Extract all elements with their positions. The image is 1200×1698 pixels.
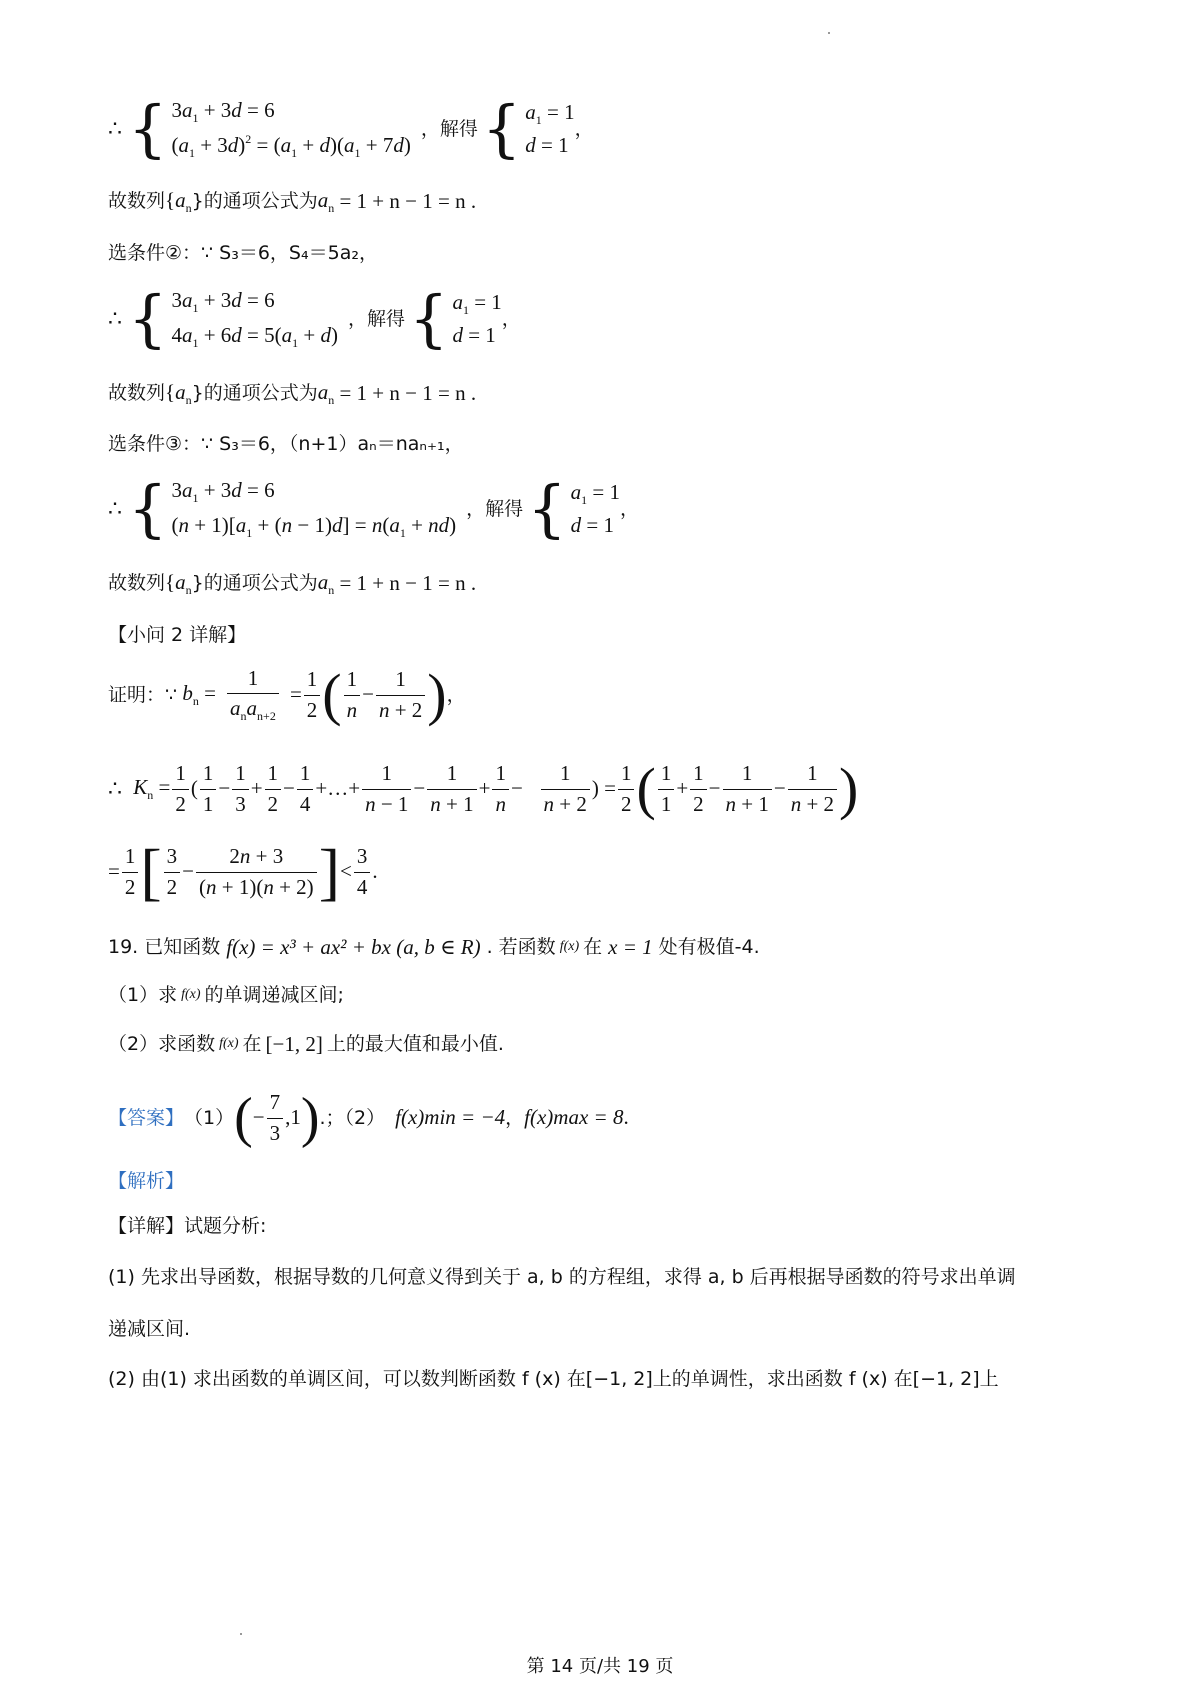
left-brace: { — [481, 92, 522, 165]
general-term-line: 故数列 {$a_n$ }的通项公式为 $a_n$ = 1 + n − 1 = n . — [108, 380, 477, 407]
text: （2）求函数 — [108, 1033, 216, 1056]
function-name: f(x) — [219, 1036, 239, 1052]
function-name: f(x) — [559, 939, 580, 955]
text: .；（2） — [319, 1106, 386, 1129]
condition-2-heading: 选条件②：∵ S₃＝6，S₄＝5a₂， — [108, 242, 378, 264]
text: 处有极值-4. — [658, 936, 760, 959]
condition-3-heading: 选条件③：∵ S₃＝6，（n+1）aₙ＝naₙ₊₁， — [108, 433, 464, 455]
function-formula: f(x) = x³ + ax² + bx (a, b ∈ R) — [226, 935, 481, 959]
left-brace: { — [128, 92, 168, 165]
condition: x = 1 — [608, 935, 653, 959]
kn-sum-formula: ∴ $K_n$ = $\frac{1}{2}$ ( $\frac{1}{1}$ − $\frac{1}{3}$ + $\frac{1}{2}$ − $\frac{1}{4}$ +…+ $\frac{1}{n - 1}$ − $\frac{1}{n + 1}$ + $\frac{1}{n}$ − $\frac{1}{n + 2}$ ) = $\frac{1}{2}$ ( $\frac{1}{1}$ + $\frac{1}{2}$ − $\frac{1}{n + 1}$ − $\frac{1}{n + 2}$ ) — [108, 756, 859, 821]
punctuation: ， — [619, 497, 639, 520]
proof-label: 证明：∵ — [108, 683, 178, 706]
solve-label: ，解得 — [466, 497, 524, 520]
system-cond2: ∴ { $3a_1 + 3d = 6$ $4a_1 + 6d = 5(a_1 + d)$ ，解得 { $a_1 = 1$ d = 1 ， — [108, 282, 521, 355]
answer-interval: ( − $\frac{7}{3}$ ,1 ) — [234, 1087, 320, 1149]
general-term-line: 故数列 {$a_n$ }的通项公式为 $a_n$ = 1 + n − 1 = n . — [108, 188, 477, 215]
text: 故数列 — [108, 382, 166, 405]
system-cond3: ∴ { $3a_1 + 3d = 6$ $(n + 1)[a_1 + (n - 1)d] = n(a_1 + nd)$ ，解得 { $a_1 = 1$ d = 1 ， — [108, 472, 639, 545]
proof-bn-formula: 证明：∵ $b_n$ = $\frac{1}{a_na_{n+2}}$ = $\frac{1}{2}$ ( $\frac{1}{n}$ − $\frac{1}{n + 2}$ ) ， — [108, 662, 466, 727]
function-name: f(x) — [181, 987, 201, 1002]
therefore-symbol: ∴ — [108, 115, 122, 141]
text: ， — [505, 1106, 525, 1129]
formula: = 1 + n − 1 = n . — [339, 571, 477, 596]
scan-mark — [828, 32, 830, 34]
detail-step-1-cont: 递减区间. — [108, 1318, 191, 1340]
formula: = 1 + n − 1 = n . — [339, 189, 477, 214]
question-19-part-2 — [108, 1032, 504, 1057]
text: 19. 已知函数 — [108, 936, 221, 959]
text: . 若函数 — [486, 936, 556, 959]
text: }的通项公式为 — [191, 572, 318, 595]
max-value: f(x)max = 8 — [524, 1105, 624, 1130]
text: 上的最大值和最小值. — [326, 1033, 504, 1056]
punctuation: ， — [501, 307, 521, 330]
formula: = 1 + n − 1 = n . — [339, 381, 477, 406]
min-value: f(x)min = −4 — [395, 1105, 506, 1130]
detail-label: 【详解】试题分析: — [108, 1215, 267, 1237]
sub-question-2-heading: 【小问 2 详解】 — [108, 624, 247, 646]
text: }的通项公式为 — [191, 190, 318, 213]
detail-step-2: (2) 由(1) 求出函数的单调区间，可以数判断函数 f (x) 在[−1, 2]上的单调性，求出函数 f (x) 在[−1, 2]上 — [108, 1368, 999, 1390]
text: }的通项公式为 — [191, 382, 318, 405]
text: . — [623, 1105, 629, 1130]
answer-line — [108, 1087, 629, 1149]
solve-label: ，解得 — [347, 307, 405, 330]
solve-label: ，解得 — [420, 117, 478, 140]
text: 的单调递减区间; — [204, 984, 344, 1006]
general-term-line: 故数列 {$a_n$ }的通项公式为 $a_n$ = 1 + n − 1 = n . — [108, 570, 477, 597]
text: 在 — [583, 936, 603, 959]
answer-label: 【答案】 — [108, 1106, 185, 1129]
text: 故数列 — [108, 572, 166, 595]
text: 在 — [242, 1033, 262, 1056]
question-19-stem — [108, 935, 760, 960]
punctuation: ， — [574, 117, 594, 140]
interval: [−1, 2] — [265, 1032, 323, 1056]
equation-group: $3a_1 + 3d = 6$ $(a_1 + 3d)^2 = (a_1 + d)(a_1 + 7d)$ — [171, 98, 411, 160]
analysis-label: 【解析】 — [108, 1170, 185, 1192]
text: （1）求 — [108, 984, 178, 1006]
question-19-part-1 — [108, 984, 344, 1007]
text: 故数列 — [108, 190, 166, 213]
text: （1） — [184, 1106, 235, 1129]
page-footer: 第 14 页/共 19 页 — [526, 1656, 674, 1677]
detail-step-1: (1) 先求出导函数，根据导数的几何意义得到关于 a, b 的方程组，求得 a, b 后再根据导函数的符号求出单调 — [108, 1266, 1016, 1288]
scan-mark — [240, 1633, 242, 1635]
solution-group: $a_1 = 1$ d = 1 — [525, 100, 575, 157]
kn-bound-formula: = $\frac{1}{2}$ [ $\frac{3}{2}$ − $\frac{2n + 3}{(n + 1)(n + 2)}$ ] < $\frac{3}{4}$ . — [108, 836, 378, 907]
system-cond1 — [108, 92, 594, 165]
